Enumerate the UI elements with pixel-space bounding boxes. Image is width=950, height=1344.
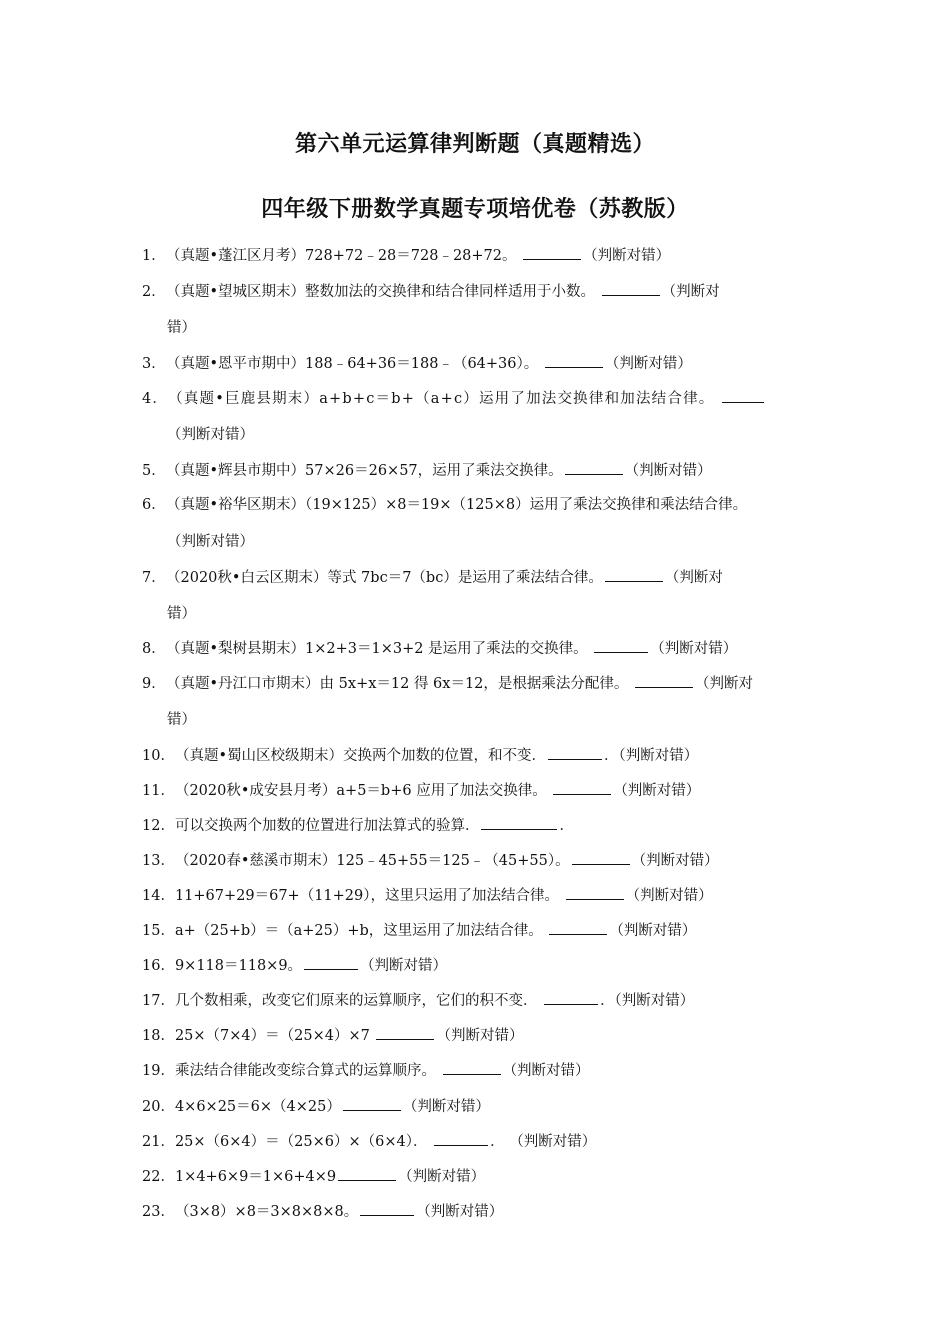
question-number: 10． [142,748,175,764]
question-text: （真题•蓬江区月考）728+72﹣28＝728﹣28+72。 [166,248,522,264]
question-4 [142,388,766,409]
question-suffix: （判断对 [664,570,723,586]
question-3 [142,353,692,374]
question-17 [142,990,694,1011]
answer-blank[interactable] [548,745,602,760]
question-12 [142,815,574,836]
question-number: 23． [142,1204,175,1220]
question-number: 13． [142,853,175,869]
question-suffix: （判断对错） [416,1204,504,1220]
question-text: 11+67+29＝67+（11+29），这里只运用了加法结合律。 [174,888,564,904]
question-suffix: （判断对错） [624,463,712,479]
question-text: （真题•辉县市期中）57×26＝26×57，运用了乘法交换律。 [166,463,563,479]
question-number: 5． [142,463,166,479]
question-number: 19． [142,1063,175,1079]
question-number: 7． [142,570,166,586]
question-number: 8． [142,641,166,657]
question-text: 25×（6×4）＝（25×6）×（6×4）． [174,1134,433,1150]
question-suffix: （判断对错） [502,1063,590,1079]
question-suffix: （判断对错） [625,888,713,904]
answer-blank[interactable] [602,281,660,296]
question-text: 几个数相乘，改变它们原来的运算顺序，它们的积不变． [174,993,543,1009]
question-number: 14． [142,888,175,904]
question-text: a+（25+b）＝（a+25）+b，这里运用了加法结合律。 [174,923,548,939]
question-suffix: （判断对错） [609,923,697,939]
question-13 [142,850,719,871]
question-19 [142,1060,590,1081]
answer-blank[interactable] [553,780,611,795]
question-text: （2020春•慈溪市期末）125﹣45+55＝125﹣（45+55）。 [174,853,570,869]
question-number: 20． [142,1099,175,1115]
question-suffix: （判断对错） [360,958,448,974]
question-2-continuation: 错） [167,320,196,336]
question-suffix: （判断对错） [583,248,671,264]
question-7-continuation: 错） [167,606,196,622]
question-text: （3×8）×8＝3×8×8×8。 [174,1204,359,1220]
question-number: 4． [142,391,169,407]
question-number: 2． [142,284,166,300]
answer-blank[interactable] [594,638,648,653]
answer-blank[interactable] [605,567,663,582]
question-9 [142,673,753,694]
question-text: （真题•梨树县期末）1×2+3＝1×3+2 是运用了乘法的交换律。 [166,641,593,657]
question-21 [142,1131,596,1152]
question-6 [142,495,747,515]
question-text: 乘法结合律能改变综合算式的运算顺序。 [174,1063,441,1079]
answer-blank[interactable] [566,885,624,900]
question-suffix: （判断对 [695,676,754,692]
question-2 [142,281,720,302]
answer-blank[interactable] [376,1025,434,1040]
question-5 [142,460,712,481]
question-number: 1． [142,248,166,264]
question-suffix: （判断对错） [167,534,254,550]
answer-blank[interactable] [443,1060,501,1075]
question-suffix: （判断对 [661,284,720,300]
question-number: 16． [142,958,175,974]
answer-blank[interactable] [572,850,630,865]
question-text: （真题•蜀山区校级期末）交换两个加数的位置，和不变． [174,748,547,764]
question-suffix: （判断对错） [398,1169,486,1185]
question-text: （真题•裕华区期末）（19×125）×8＝19×（125×8）运用了乘法交换律和乘法结合律。 [166,497,748,513]
answer-blank[interactable] [343,1096,401,1111]
document-title: 第六单元运算律判断题（真题精选） [294,132,655,157]
answer-blank[interactable] [545,353,603,368]
question-20 [142,1096,490,1117]
answer-blank[interactable] [523,245,581,260]
question-8 [142,638,737,659]
question-suffix: （判断对错） [402,1099,490,1115]
question-11 [142,780,700,801]
question-6-continuation [167,532,254,552]
question-text: 4×6×25＝6×（4×25） [174,1099,341,1115]
question-number: 22． [142,1169,175,1185]
question-suffix: （判断对错） [650,641,738,657]
question-number: 18． [142,1028,175,1044]
question-suffix: （判断对错） [604,356,692,372]
answer-blank[interactable] [544,990,598,1005]
question-text: （真题•巨鹿县期末）a+b+c＝b+（a+c）运用了加法交换律和加法结合律。 [168,391,721,407]
answer-blank[interactable] [304,955,358,970]
question-number: 3． [142,356,166,372]
question-number: 9． [142,676,166,692]
question-text: 25×（7×4）＝（25×4）×7 [174,1028,375,1044]
question-9-continuation: 错） [167,712,196,728]
question-text: （真题•丹江口市期末）由 5x+x＝12 得 6x＝12，是根据乘法分配律。 [166,676,634,692]
answer-blank[interactable] [338,1166,396,1181]
question-number: 15． [142,923,175,939]
question-14 [142,885,713,906]
question-number: 12． [142,818,175,834]
answer-blank[interactable] [434,1131,488,1146]
answer-blank[interactable] [722,388,764,403]
question-suffix: ． （判断对错） [490,1134,597,1150]
question-number: 11． [142,783,175,799]
question-suffix: （判断对错） [631,853,719,869]
question-text: （2020秋•成安县月考）a+5＝b+6 应用了加法交换律。 [174,783,552,799]
question-text: （真题•恩平市期中）188﹣64+36＝188﹣（64+36）。 [166,356,543,372]
question-22 [142,1166,485,1187]
question-suffix: （判断对错） [436,1028,524,1044]
document-subtitle: 四年级下册数学真题专项培优卷（苏教版） [261,197,689,222]
question-10 [142,745,698,766]
question-16 [142,955,447,976]
question-text: 1×4+6×9＝1×6+4×9 [174,1169,337,1185]
answer-blank[interactable] [565,460,623,475]
question-text: （真题•望城区期末）整数加法的交换律和结合律同样适用于小数。 [166,284,600,300]
question-15 [142,920,696,941]
question-suffix: （判断对错） [613,783,701,799]
answer-blank[interactable] [635,673,693,688]
question-4-continuation: （判断对错） [167,427,254,443]
answer-blank[interactable] [549,920,607,935]
question-suffix: ．（判断对错） [600,993,695,1009]
question-text: （2020秋•白云区期末）等式 7bc＝7（bc）是运用了乘法结合律。 [166,570,603,586]
question-suffix: ．（判断对错） [604,748,699,764]
question-number: 21． [142,1134,175,1150]
question-18 [142,1025,523,1046]
question-text: 可以交换两个加数的位置进行加法算式的验算． [174,818,480,834]
question-number: 17． [142,993,175,1009]
question-suffix: ． [559,818,574,834]
question-1 [142,245,670,266]
answer-blank[interactable] [360,1201,414,1216]
answer-blank[interactable] [481,815,557,830]
question-number: 6． [142,497,166,513]
question-text: 9×118＝118×9。 [174,958,303,974]
question-23 [142,1201,503,1222]
question-7 [142,567,723,588]
